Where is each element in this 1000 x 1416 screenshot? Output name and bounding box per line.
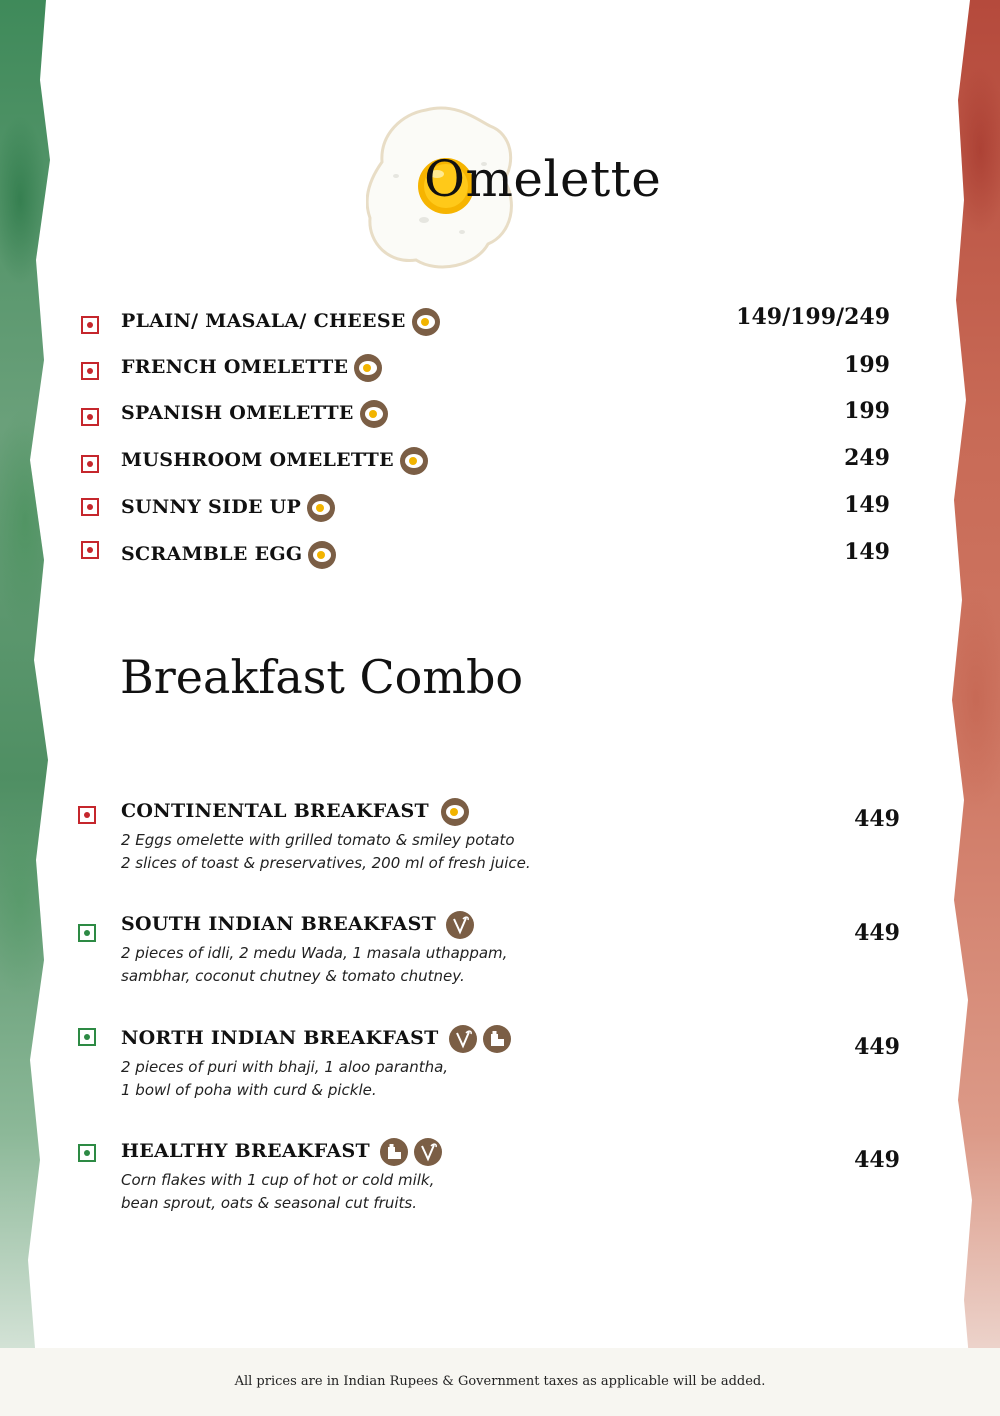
item-price: 449 bbox=[854, 1147, 900, 1173]
item-name-text: SCRAMBLE EGG bbox=[121, 543, 303, 565]
item-name bbox=[121, 911, 474, 939]
item-price: 199 bbox=[844, 398, 890, 424]
item-name bbox=[121, 400, 388, 428]
item-description-line: bean sprout, oats & seasonal cut fruits. bbox=[121, 1194, 417, 1212]
nonveg-mark-icon bbox=[81, 316, 99, 334]
item-description-line: 1 bowl of poha with curd & pickle. bbox=[121, 1081, 377, 1099]
item-price: 449 bbox=[854, 806, 900, 832]
item-name bbox=[121, 541, 336, 569]
item-name bbox=[121, 1025, 511, 1053]
left-watercolor-border bbox=[0, 0, 60, 1416]
vegan-icon bbox=[449, 1025, 477, 1053]
item-name bbox=[121, 494, 335, 522]
item-description-line: 2 slices of toast & preservatives, 200 ml of fresh juice. bbox=[121, 854, 531, 872]
item-name-text: CONTINENTAL BREAKFAST bbox=[121, 800, 429, 822]
veg-mark-icon bbox=[78, 1144, 96, 1162]
nonveg-mark-icon bbox=[81, 362, 99, 380]
item-name-text: MUSHROOM OMELETTE bbox=[121, 449, 394, 471]
veg-mark-icon bbox=[78, 1028, 96, 1046]
item-name bbox=[121, 1138, 442, 1166]
item-name-text: NORTH INDIAN BREAKFAST bbox=[121, 1027, 439, 1049]
item-description-line: 2 pieces of puri with bhaji, 1 aloo parantha, bbox=[121, 1058, 449, 1076]
egg-icon bbox=[307, 494, 335, 522]
item-name-text: HEALTHY BREAKFAST bbox=[121, 1140, 370, 1162]
item-name-text: SPANISH OMELETTE bbox=[121, 402, 354, 424]
egg-icon bbox=[412, 308, 440, 336]
item-name-text: FRENCH OMELETTE bbox=[121, 356, 349, 378]
omelette-title: Omelette bbox=[424, 150, 662, 208]
egg-icon bbox=[441, 798, 469, 826]
right-watercolor-border bbox=[940, 0, 1000, 1416]
item-name-text: PLAIN/ MASALA/ CHEESE bbox=[121, 310, 406, 332]
nonveg-mark-icon bbox=[81, 408, 99, 426]
vegan-icon bbox=[446, 911, 474, 939]
item-description-line: 2 Eggs omelette with grilled tomato & smiley potato bbox=[121, 831, 515, 849]
egg-icon bbox=[400, 447, 428, 475]
item-description-line: sambhar, coconut chutney & tomato chutney. bbox=[121, 967, 465, 985]
egg-icon bbox=[354, 354, 382, 382]
item-price: 199 bbox=[844, 352, 890, 378]
nonveg-mark-icon bbox=[81, 455, 99, 473]
item-price: 249 bbox=[844, 445, 890, 471]
breakfast-combo-title: Breakfast Combo bbox=[120, 650, 524, 704]
nonveg-mark-icon bbox=[78, 806, 96, 824]
item-name-text: SUNNY SIDE UP bbox=[121, 496, 302, 518]
item-name-text: SOUTH INDIAN BREAKFAST bbox=[121, 913, 437, 935]
egg-icon bbox=[360, 400, 388, 428]
item-description-line: 2 pieces of idli, 2 medu Wada, 1 masala uthappam, bbox=[121, 944, 508, 962]
item-price: 449 bbox=[854, 920, 900, 946]
egg-icon bbox=[308, 541, 336, 569]
item-price: 149 bbox=[844, 539, 890, 565]
item-price: 449 bbox=[854, 1034, 900, 1060]
nonveg-mark-icon bbox=[81, 498, 99, 516]
item-name bbox=[121, 447, 428, 475]
nonveg-mark-icon bbox=[81, 541, 99, 559]
dairy-icon bbox=[483, 1025, 511, 1053]
item-name bbox=[121, 354, 382, 382]
item-description-line: Corn flakes with 1 cup of hot or cold milk, bbox=[121, 1171, 435, 1189]
item-price: 149/199/249 bbox=[736, 304, 890, 330]
item-name bbox=[121, 308, 440, 336]
vegan-icon bbox=[414, 1138, 442, 1166]
item-price: 149 bbox=[844, 492, 890, 518]
item-name bbox=[121, 798, 469, 826]
footer-note: All prices are in Indian Rupees & Government taxes as applicable will be added. bbox=[234, 1374, 766, 1389]
dairy-icon bbox=[380, 1138, 408, 1166]
veg-mark-icon bbox=[78, 924, 96, 942]
